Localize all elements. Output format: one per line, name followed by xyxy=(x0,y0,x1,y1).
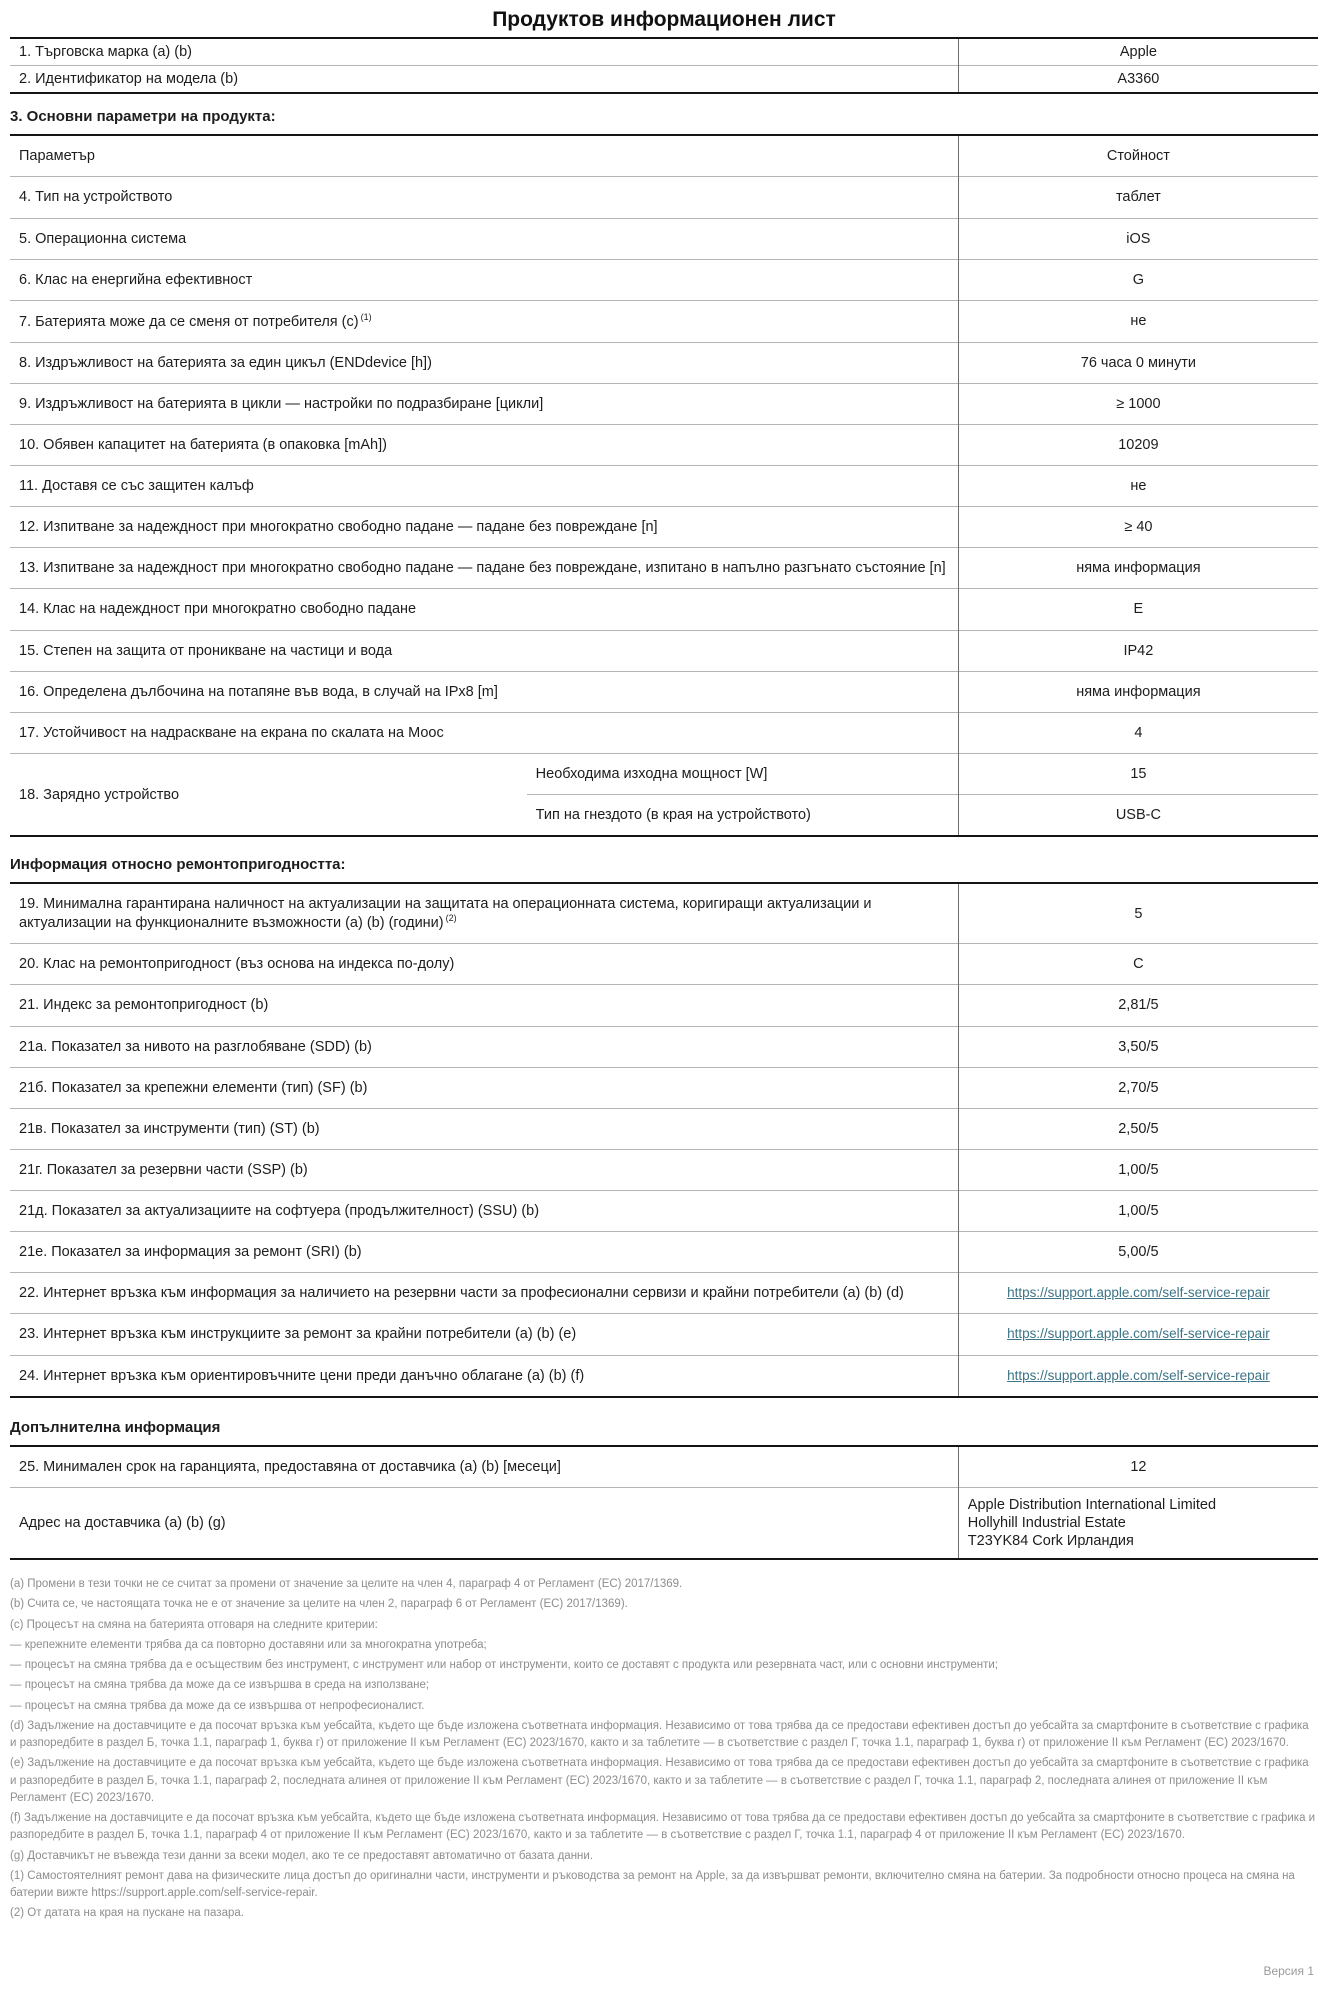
additional-information-table xyxy=(10,1445,1318,1561)
param-value: IP42 xyxy=(958,630,1318,671)
param-value: ≥ 40 xyxy=(958,507,1318,548)
param-value: 76 часа 0 минути xyxy=(958,342,1318,383)
param-value xyxy=(958,1355,1318,1397)
footnote: (f) Задължение на доставчиците е да посочат връзка към уебсайта, където ще бъде изложена съответната информация. Независимо от това трябва да се предостави ефективен достъп до уебсайта за смартфоните в съответствие с графика и разпоредбите в раздел Б, точка 1.1, параграф 4 от приложение II към Регламент (ЕС) 2023/1670, както и за таблетите — в съответствие с раздел Г, точка 1.1, параграф 4 от приложение II към Регламент (ЕС) 2023/1670. xyxy=(10,1812,1316,1842)
table-row xyxy=(10,1232,1318,1273)
table-row xyxy=(10,1314,1318,1355)
param-label: 21а. Показател за нивото на разглобяване (SDD) (b) xyxy=(10,1026,958,1067)
supplier-address xyxy=(958,1487,1318,1559)
footnote-bullet: — процесът на смяна трябва да е осъществим без инструмент, с инструмент или набор от инструменти, които се доставят с продукта или резервната част, или с основни инструменти; xyxy=(10,1659,999,1672)
footnote: (b) Счита се, че настоящата точка не е от значение за целите на член 2, параграф 6 от Регламент (ЕС) 2017/1369). xyxy=(10,1598,628,1611)
param-label: 23. Интернет връзка към инструкциите за ремонт за крайни потребители (a) (b) (e) xyxy=(10,1314,958,1355)
param-value: няма информация xyxy=(958,671,1318,712)
table-row xyxy=(10,1446,1318,1488)
table-row xyxy=(10,944,1318,985)
table-row xyxy=(10,218,1318,259)
param-value: G xyxy=(958,259,1318,300)
param-value: iOS xyxy=(958,218,1318,259)
support-link[interactable]: https://support.apple.com/self-service-repair xyxy=(1007,1285,1270,1301)
main-parameters-table xyxy=(10,134,1318,837)
param-value: C xyxy=(958,944,1318,985)
param-label xyxy=(10,883,958,944)
param-label: 17. Устойчивост на надраскване на екрана по скалата на Моос xyxy=(10,712,958,753)
param-value: таблет xyxy=(958,177,1318,218)
param-value: няма информация xyxy=(958,548,1318,589)
address-line: Apple Distribution International Limited xyxy=(967,1496,1217,1513)
table-row xyxy=(10,712,1318,753)
footnote: (2) От датата на края на пускане на пазара. xyxy=(10,1907,244,1920)
support-link[interactable]: https://support.apple.com/self-service-repair xyxy=(1007,1326,1270,1342)
param-label: 20. Клас на ремонтопригодност (въз основа на индекса по-долу) xyxy=(10,944,958,985)
param-value: 2,70/5 xyxy=(958,1067,1318,1108)
table-row xyxy=(10,985,1318,1026)
param-value: E xyxy=(958,589,1318,630)
table-row xyxy=(10,424,1318,465)
param-label: 15. Степен на защита от проникване на частици и вода xyxy=(10,630,958,671)
footnote: (е) Задължение на доставчиците е да посочат връзка към уебсайта, където ще бъде изложена съответната информация. Независимо от това трябва да се предостави ефективен достъп до уебсайта за смартфоните в съответствие с графика и разпоредбите в раздел Б, точка 1.1, параграф 2, последната алинея от приложение II към Регламент (ЕС) 2023/1670, както и за таблетите — в съответствие с раздел Г, точка 1.1, параграф 2, последната алинея от приложение II към Регламент (ЕС) 2023/1670. xyxy=(10,1757,1309,1804)
version-label: Версия 1 xyxy=(1263,1964,1314,1978)
repairability-table xyxy=(10,882,1318,1397)
footnote-ref: (2) xyxy=(445,913,457,924)
table-row xyxy=(10,300,1318,342)
identification-table xyxy=(10,37,1318,94)
param-label: 21д. Показател за актуализациите на софтуера (продължителност) (SSU) (b) xyxy=(10,1191,958,1232)
param-label: 11. Доставя се със защитен калъф xyxy=(10,466,958,507)
table-row xyxy=(10,548,1318,589)
param-label: 5. Операционна система xyxy=(10,218,958,259)
section-heading-additional: Допълнителна информация xyxy=(10,1418,221,1436)
footnote: (g) Доставчикът не въвежда тези данни за всеки модел, ако те се предоставят автоматично от базата данни. xyxy=(10,1849,594,1862)
footnote-bullet: — крепежните елементи трябва да са повторно доставяни или за многократна употреба; xyxy=(10,1638,487,1651)
table-row xyxy=(10,883,1318,944)
table-row xyxy=(10,1026,1318,1067)
param-value: USB-C xyxy=(958,795,1318,837)
param-label: 13. Изпитване за надеждност при многократно свободно падане — падане без повреждане, изпитано в напълно разгънато състояние [n] xyxy=(10,548,958,589)
param-value: 1,00/5 xyxy=(958,1149,1318,1190)
param-value xyxy=(958,1314,1318,1355)
param-label: 21в. Показател за инструменти (тип) (ST) (b) xyxy=(10,1108,958,1149)
param-value: 10209 xyxy=(958,424,1318,465)
param-label: 4. Тип на устройството xyxy=(10,177,958,218)
param-value: не xyxy=(958,466,1318,507)
page-title: Продуктов информационен лист xyxy=(492,8,836,31)
param-label: 22. Интернет връзка към информация за наличието на резервни части за професионални сервизи и крайни потребители (a) (b) (d) xyxy=(10,1273,958,1314)
address-line: Hollyhill Industrial Estate xyxy=(967,1514,1126,1531)
table-row xyxy=(10,1108,1318,1149)
support-link[interactable]: https://support.apple.com/self-service-repair xyxy=(1007,1367,1270,1383)
param-value xyxy=(958,1273,1318,1314)
param-value: не xyxy=(958,300,1318,342)
param-value: 5,00/5 xyxy=(958,1232,1318,1273)
table-row xyxy=(10,1191,1318,1232)
footnote-bullet: — процесът на смяна трябва да може да се извършва в среда на използване; xyxy=(10,1679,430,1692)
table-row xyxy=(10,671,1318,712)
param-value: ≥ 1000 xyxy=(958,383,1318,424)
param-value: 2,50/5 xyxy=(958,1108,1318,1149)
column-header-parameter: Параметър xyxy=(19,148,95,165)
footnote: (a) Промени в тези точки не се считат за промени от значение за целите на член 4, параграф 4 от Регламент (ЕС) 2017/1369. xyxy=(10,1578,683,1591)
footnote-ref: (1) xyxy=(360,311,372,322)
param-value: 3,50/5 xyxy=(958,1026,1318,1067)
param-label: 21е. Показател за информация за ремонт (SRI) (b) xyxy=(10,1232,958,1273)
charger-sub-label: Тип на гнездото (в края на устройството) xyxy=(527,795,959,837)
param-label: 1. Търговска марка (a) (b) xyxy=(19,44,193,60)
param-label: 6. Клас на енергийна ефективност xyxy=(10,259,958,300)
table-row-charger xyxy=(10,753,1318,794)
table-row xyxy=(10,1355,1318,1397)
param-label: 21. Индекс за ремонтопригодност (b) xyxy=(10,985,958,1026)
table-row xyxy=(10,466,1318,507)
section-heading-main-parameters: 3. Основни параметри на продукта: xyxy=(10,108,276,126)
param-value: 5 xyxy=(958,883,1318,944)
footnote: (1) Самостоятелният ремонт дава на физическите лица достъп до оригинални части, инструменти и ръководства за ремонт на Apple, за да извършват ремонти, включително смяна на батерии. За подробности относно процеса на смяна на батерии вижте https://support.apple.com/self-service-repair. xyxy=(10,1869,1295,1900)
table-row xyxy=(10,383,1318,424)
table-row xyxy=(10,66,1318,94)
param-label: 14. Клас на надеждност при многократно свободно падане xyxy=(10,589,958,630)
param-value: 4 xyxy=(958,712,1318,753)
param-label: 10. Обявен капацитет на батерията (в опаковка [mAh]) xyxy=(10,424,958,465)
param-label: 16. Определена дълбочина на потапяне във вода, в случай на IPx8 [m] xyxy=(10,671,958,712)
param-label-text: 19. Минимална гарантирана наличност на актуализации на защитата на операционната система, коригиращи актуализации и актуализации на функционалните възможности (a) (b) (години) xyxy=(19,896,872,932)
section-heading-repairability: Информация относно ремонтопригодността: xyxy=(10,856,346,874)
footnote-bullet: — процесът на смяна трябва да може да се извършва от непрофесионалист. xyxy=(10,1699,425,1712)
table-row xyxy=(10,342,1318,383)
table-row xyxy=(10,1273,1318,1314)
param-label: 24. Интернет връзка към ориентировъчните цени преди данъчно облагане (a) (b) (f) xyxy=(10,1355,958,1397)
table-row xyxy=(10,1149,1318,1190)
address-line: T23YK84 Cork Ирландия xyxy=(967,1533,1134,1550)
table-row xyxy=(10,630,1318,671)
param-label: 9. Издръжливост на батерията в цикли — настройки по подразбиране [цикли] xyxy=(10,383,958,424)
param-value: A3360 xyxy=(958,66,1318,94)
footnotes xyxy=(10,1576,1318,1923)
param-label-charger: 18. Зарядно устройство xyxy=(10,753,527,836)
param-label: 12. Изпитване за надеждност при многократно свободно падане — падане без повреждане [n] xyxy=(10,507,958,548)
table-row xyxy=(10,589,1318,630)
param-value: 12 xyxy=(958,1446,1318,1488)
table-row xyxy=(10,259,1318,300)
charger-sub-label: Необходима изходна мощност [W] xyxy=(527,753,959,794)
table-row xyxy=(10,177,1318,218)
table-row xyxy=(10,507,1318,548)
table-row xyxy=(10,38,1318,66)
table-row xyxy=(10,1067,1318,1108)
param-label: Адрес на доставчика (a) (b) (g) xyxy=(10,1487,958,1559)
table-row xyxy=(10,1487,1318,1559)
footnote: (d) Задължение на доставчиците е да посочат връзка към уебсайта, където ще бъде изложена съответната информация. Независимо от това трябва да се предостави ефективен достъп до уебсайта за смартфоните в съответствие с графика и разпоредбите в раздел Б, точка 1.1, параграф 1, буква г) от приложение II към Регламент (ЕС) 2023/1670, както и за таблетите — в съответствие с раздел Г, точка 1.1, параграф 1, буква г) от приложение II към Регламент (ЕС) 2023/1670. xyxy=(10,1719,1309,1750)
param-label-text: 7. Батерията може да се сменя от потребителя (c) xyxy=(19,313,359,330)
param-value: Apple xyxy=(958,38,1318,66)
param-value: 1,00/5 xyxy=(958,1191,1318,1232)
param-value: 2,81/5 xyxy=(958,985,1318,1026)
param-label: 21б. Показател за крепежни елементи (тип) (SF) (b) xyxy=(10,1067,958,1108)
param-label: 25. Минимален срок на гаранцията, предоставяна от доставчика (a) (b) [месеци] xyxy=(19,1458,561,1475)
footnote: (c) Процесът на смяна на батерията отговаря на следните критерии: xyxy=(10,1618,378,1631)
param-label xyxy=(10,300,958,342)
table-header-row xyxy=(10,135,1318,177)
param-label: 8. Издръжливост на батерията за един цикъл (ENDdevice [h]) xyxy=(10,342,958,383)
column-header-value: Стойност xyxy=(958,135,1318,177)
param-label: 2. Идентификатор на модела (b) xyxy=(10,66,958,94)
param-label: 21г. Показател за резервни части (SSP) (b) xyxy=(10,1149,958,1190)
param-value: 15 xyxy=(958,753,1318,794)
